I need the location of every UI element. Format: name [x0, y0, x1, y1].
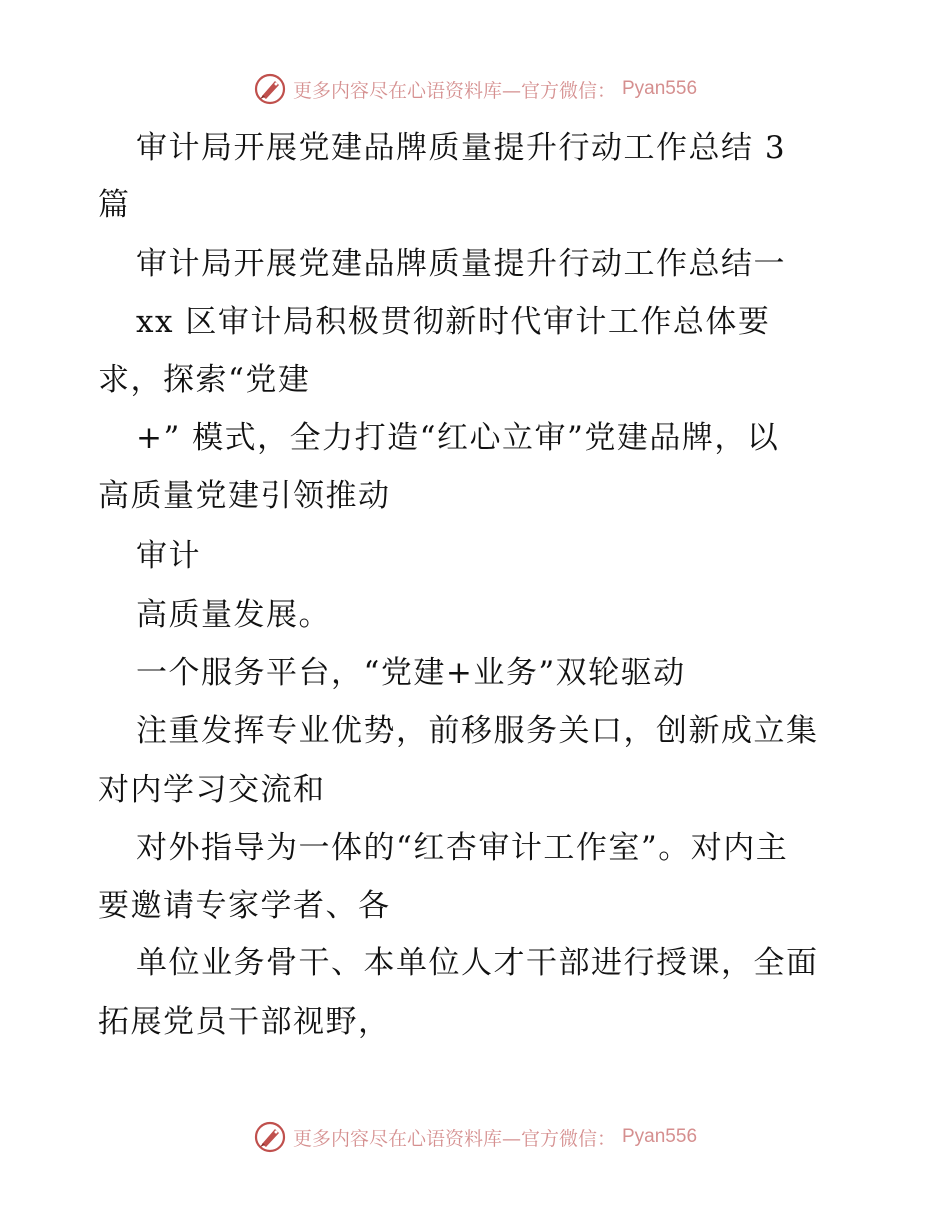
paragraph-line: 要邀请专家学者、各: [98, 888, 391, 924]
doc-title-line-1: 审计局开展党建品牌质量提升行动工作总结 3: [136, 130, 787, 166]
paragraph-line: 审计: [136, 538, 201, 574]
section-heading: 审计局开展党建品牌质量提升行动工作总结一: [136, 246, 786, 282]
paragraph-line: 高质量发展。: [136, 597, 331, 633]
paragraph-line: 单位业务骨干、本单位人才干部进行授课，全面: [136, 945, 819, 981]
footer-watermark: [0, 1120, 950, 1154]
paragraph-line: 对内学习交流和: [98, 772, 326, 808]
pen-nib-logo-icon: [253, 72, 287, 106]
paragraph-line: 高质量党建引领推动: [98, 478, 391, 514]
paragraph-line: 求，探索“党建: [98, 362, 311, 398]
subheading-line: 一个服务平台，“党建+业务”双轮驱动: [136, 655, 686, 691]
watermark-id: Pyan556: [622, 78, 698, 99]
watermark-text: 更多内容尽在心语资料库—官方微信：: [292, 79, 616, 102]
paragraph-line: 注重发挥专业优势，前移服务关口，创新成立集: [136, 713, 819, 749]
watermark-id: Pyan556: [622, 1126, 698, 1147]
doc-title-line-2: 篇: [98, 187, 131, 223]
paragraph-line: xx 区审计局积极贯彻新时代审计工作总体要: [136, 304, 771, 340]
paragraph-line: 拓展党员干部视野，: [98, 1004, 391, 1040]
paragraph-line: 对外指导为一体的“红杏审计工作室”。对内主: [136, 830, 789, 866]
header-watermark: [0, 72, 950, 106]
paragraph-line: +” 模式，全力打造“红心立审”党建品牌，以: [136, 420, 780, 456]
watermark-text: 更多内容尽在心语资料库—官方微信：: [292, 1127, 616, 1150]
pen-nib-logo-icon: [253, 1120, 287, 1154]
